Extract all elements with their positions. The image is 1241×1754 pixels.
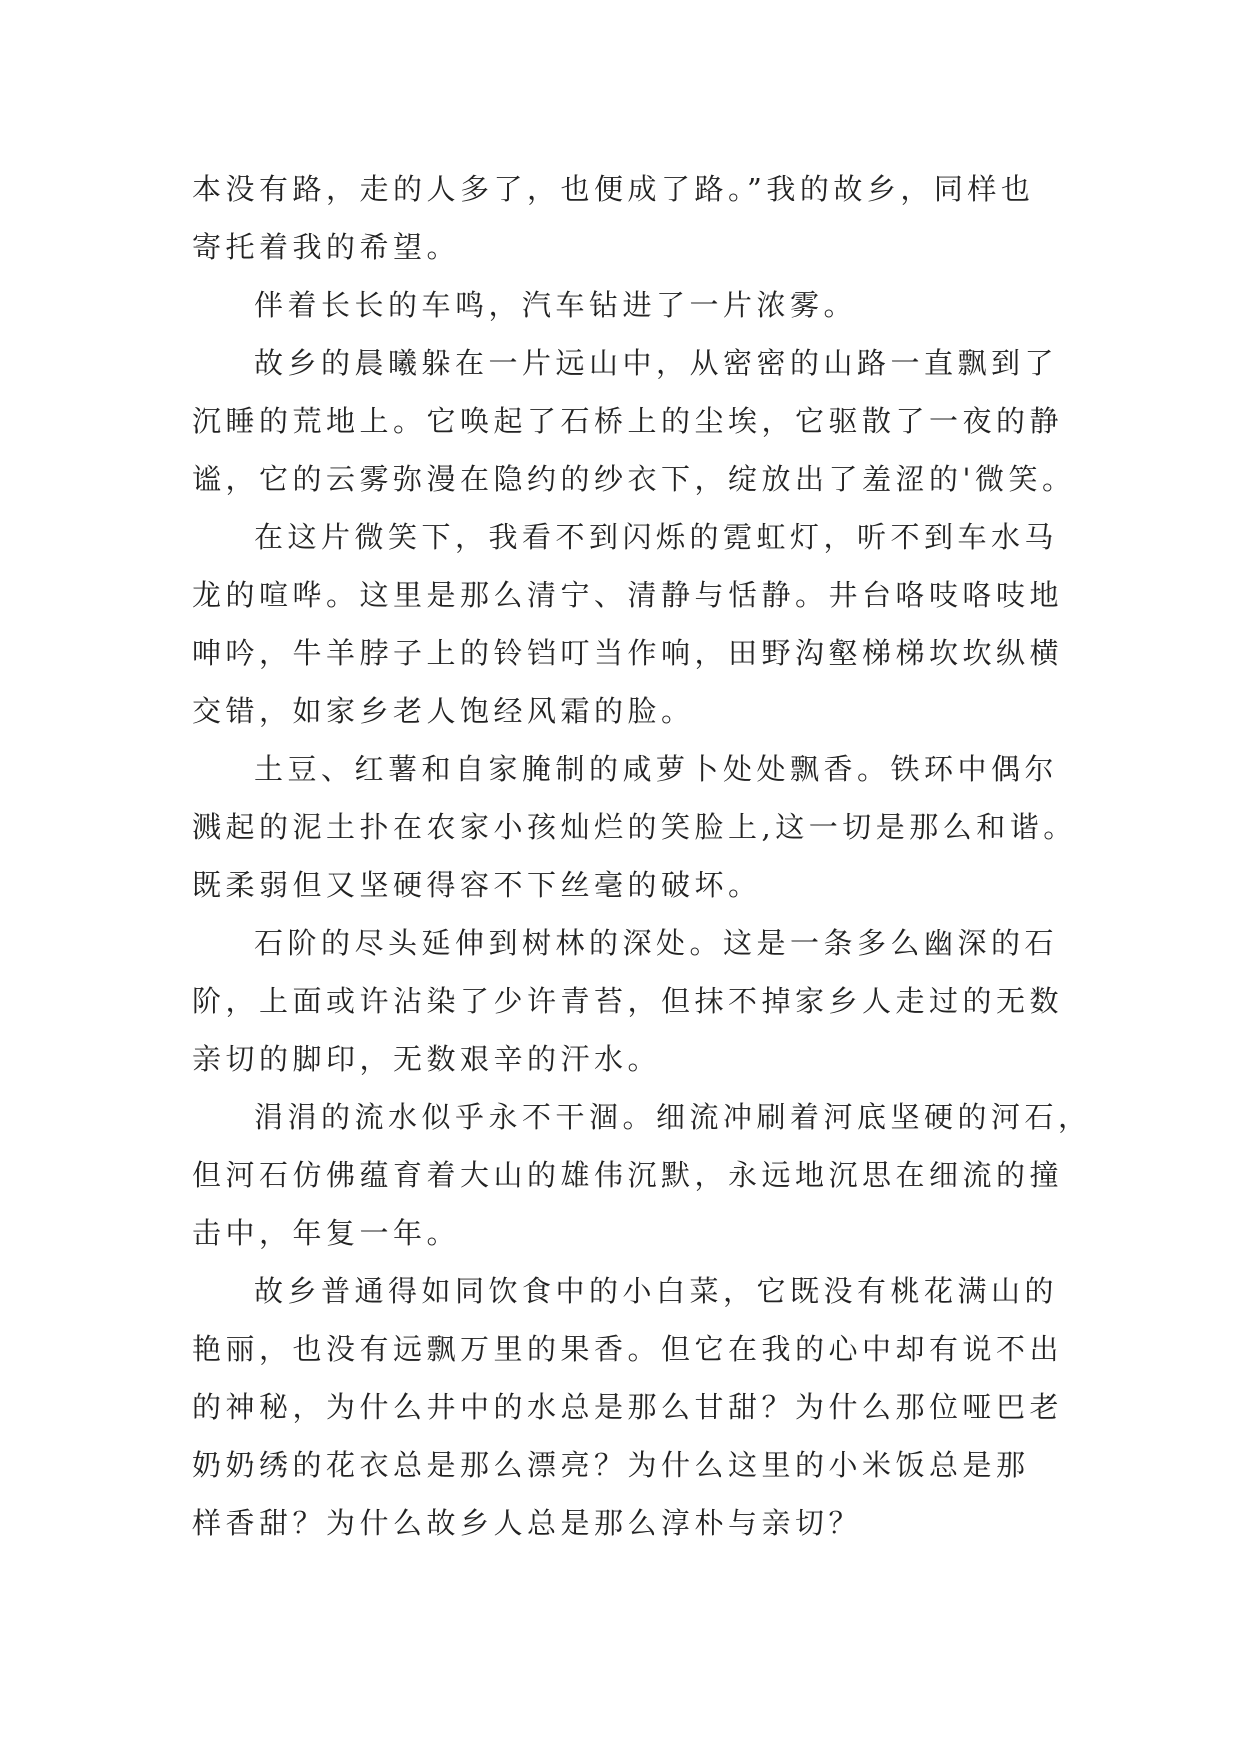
- text-line: 交错，如家乡老人饱经风霜的脸。: [192, 694, 695, 728]
- essay-body: [192, 160, 1092, 1552]
- text-line: 沉睡的荒地上。它唤起了石桥上的尘埃，它驱散了一夜的静: [192, 404, 1064, 438]
- paragraph-1: [192, 160, 1062, 276]
- paragraph-3: [192, 334, 1076, 508]
- paragraph-5: [192, 740, 1077, 914]
- paragraph-6: [192, 914, 1062, 1088]
- text-line: 击中，年复一年。: [192, 1216, 461, 1250]
- text-line: 呻吟，牛羊脖子上的铃铛叮当作响，田野沟壑梯梯坎坎纵横: [192, 636, 1064, 670]
- paragraph-7: [192, 1088, 1092, 1262]
- text-line: 在这片微笑下，我看不到闪烁的霓虹灯，听不到车水马: [254, 520, 1059, 554]
- paragraph-4: [192, 508, 1062, 740]
- text-line: 但河石仿佛蕴育着大山的雄伟沉默，永远地沉思在细流的撞: [192, 1158, 1064, 1192]
- text-line: 谧，它的云雾弥漫在隐约的纱衣下，绽放出了羞涩的'微笑。: [192, 462, 1076, 496]
- text-line: 亲切的脚印，无数艰辛的汗水。: [192, 1042, 662, 1076]
- text-line: 故乡的晨曦躲在一片远山中，从密密的山路一直飘到了: [254, 346, 1059, 380]
- text-line: 龙的喧哗。这里是那么清宁、清静与恬静。井台咯吱咯吱地: [192, 578, 1064, 612]
- text-line: 石阶的尽头延伸到树林的深处。这是一条多么幽深的石: [254, 926, 1059, 960]
- text-line: 伴着长长的车鸣，汽车钻进了一片浓雾。: [254, 288, 858, 322]
- text-line: 样香甜？为什么故乡人总是那么淳朴与亲切？: [192, 1506, 863, 1540]
- text-line: 既柔弱但又坚硬得容不下丝毫的破坏。: [192, 868, 762, 902]
- text-line: 的神秘，为什么井中的水总是那么甘甜？为什么那位哑巴老: [192, 1390, 1064, 1424]
- text-line: 故乡普通得如同饮食中的小白菜，它既没有桃花满山的: [254, 1274, 1059, 1308]
- paragraph-2: [192, 276, 1062, 334]
- paragraph-8: [192, 1262, 1062, 1552]
- text-line: 阶，上面或许沾染了少许青苔，但抹不掉家乡人走过的无数: [192, 984, 1064, 1018]
- text-line: 涓涓的流水似乎永不干涸。细流冲刷着河底坚硬的河石，: [254, 1100, 1092, 1134]
- text-line: 溅起的泥土扑在农家小孩灿烂的笑脸上,这一切是那么和谐。: [192, 810, 1077, 844]
- text-line: 艳丽，也没有远飘万里的果香。但它在我的心中却有说不出: [192, 1332, 1064, 1366]
- text-line: 奶奶绣的花衣总是那么漂亮？为什么这里的小米饭总是那: [192, 1448, 1030, 1482]
- text-line: 寄托着我的希望。: [192, 230, 461, 264]
- text-line: 土豆、红薯和自家腌制的咸萝卜处处飘香。铁环中偶尔: [254, 752, 1059, 786]
- text-line: 本没有路，走的人多了，也便成了路。”我的故乡，同样也: [192, 172, 1035, 206]
